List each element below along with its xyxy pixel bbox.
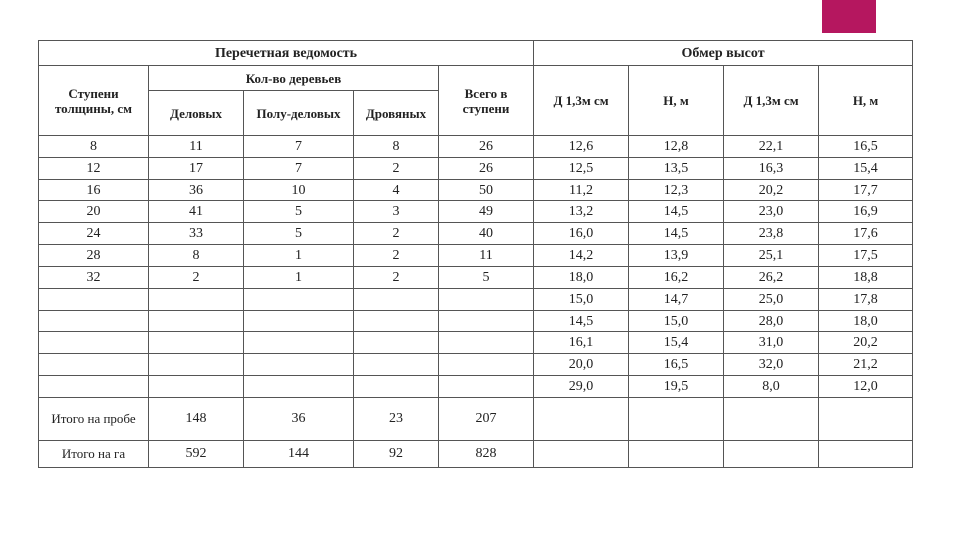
total-ha-cell <box>724 440 819 467</box>
table-cell <box>149 376 244 398</box>
table-cell: 28,0 <box>724 310 819 332</box>
total-ha-cell: 828 <box>439 440 534 467</box>
tally-sheet-title: Перечетная ведомость <box>39 41 534 66</box>
table-cell: 2 <box>354 266 439 288</box>
table-row <box>39 332 913 354</box>
table-cell <box>354 288 439 310</box>
table-cell: 15,0 <box>629 310 724 332</box>
table-cell: 12,6 <box>534 136 629 158</box>
table-cell: 7 <box>244 136 354 158</box>
table-row <box>39 157 913 179</box>
table-cell: 19,5 <box>629 376 724 398</box>
total-ha-cell <box>629 440 724 467</box>
table-row <box>39 310 913 332</box>
table-cell <box>439 332 534 354</box>
table-cell: 5 <box>244 223 354 245</box>
total-in-step-header: Всего в ступени <box>439 66 534 136</box>
table-cell: 16,9 <box>819 201 913 223</box>
total-sample-cell <box>629 398 724 441</box>
table-cell: 24 <box>39 223 149 245</box>
table-cell: 20 <box>39 201 149 223</box>
table-cell: 16,2 <box>629 266 724 288</box>
table-cell: 2 <box>149 266 244 288</box>
total-sample-cell: 23 <box>354 398 439 441</box>
table-cell: 8 <box>39 136 149 158</box>
accent-square <box>822 0 876 33</box>
table-cell: 28 <box>39 245 149 267</box>
table-cell: 25,0 <box>724 288 819 310</box>
total-ha-cell: 144 <box>244 440 354 467</box>
half-business-header: Полу-деловых <box>244 91 354 136</box>
table-cell: 21,2 <box>819 354 913 376</box>
table-cell: 17,5 <box>819 245 913 267</box>
steps-header: Ступени толщины, см <box>39 66 149 136</box>
table-cell: 14,5 <box>534 310 629 332</box>
table-cell <box>244 354 354 376</box>
table-cell: 14,2 <box>534 245 629 267</box>
table-row <box>39 245 913 267</box>
table-cell: 41 <box>149 201 244 223</box>
table-cell: 26 <box>439 136 534 158</box>
table-cell: 18,0 <box>534 266 629 288</box>
table-cell <box>149 354 244 376</box>
table-row <box>39 354 913 376</box>
table-row <box>39 266 913 288</box>
table-cell <box>354 376 439 398</box>
table-cell <box>244 310 354 332</box>
diameter-header-2: Д 1,3м см <box>724 66 819 136</box>
table-cell <box>439 288 534 310</box>
table-cell: 16,5 <box>629 354 724 376</box>
height-measure-title: Обмер высот <box>534 41 913 66</box>
table-row <box>39 201 913 223</box>
table-cell: 5 <box>244 201 354 223</box>
table-cell: 25,1 <box>724 245 819 267</box>
table-cell <box>244 376 354 398</box>
table-cell: 26 <box>439 157 534 179</box>
table-cell: 36 <box>149 179 244 201</box>
table-cell: 8 <box>149 245 244 267</box>
table-cell: 17 <box>149 157 244 179</box>
document-table-container <box>38 40 912 468</box>
total-ha-cell: 92 <box>354 440 439 467</box>
table-cell <box>39 310 149 332</box>
table-row <box>39 223 913 245</box>
table-cell <box>244 332 354 354</box>
total-ha-cell: 592 <box>149 440 244 467</box>
table-cell: 50 <box>439 179 534 201</box>
table-row <box>39 288 913 310</box>
total-sample-cell: 36 <box>244 398 354 441</box>
table-cell: 14,5 <box>629 223 724 245</box>
table-cell: 13,5 <box>629 157 724 179</box>
table-cell: 13,9 <box>629 245 724 267</box>
table-cell <box>354 354 439 376</box>
table-cell: 20,2 <box>819 332 913 354</box>
table-cell: 1 <box>244 266 354 288</box>
table-cell: 12,0 <box>819 376 913 398</box>
table-cell: 16,3 <box>724 157 819 179</box>
table-cell: 40 <box>439 223 534 245</box>
data-rows <box>39 136 913 398</box>
total-sample-label: Итого на пробе <box>39 398 149 441</box>
total-sample-cell: 207 <box>439 398 534 441</box>
table-cell: 2 <box>354 223 439 245</box>
table-cell: 11,2 <box>534 179 629 201</box>
table-cell: 2 <box>354 245 439 267</box>
table-cell: 12,3 <box>629 179 724 201</box>
table-cell: 14,7 <box>629 288 724 310</box>
table-cell: 23,0 <box>724 201 819 223</box>
table-cell: 15,0 <box>534 288 629 310</box>
table-cell <box>39 376 149 398</box>
table-cell: 12 <box>39 157 149 179</box>
table-cell <box>39 332 149 354</box>
table-cell: 2 <box>354 157 439 179</box>
total-sample-cell <box>724 398 819 441</box>
table-cell: 20,2 <box>724 179 819 201</box>
table-cell: 7 <box>244 157 354 179</box>
total-sample-cell <box>534 398 629 441</box>
table-cell: 17,8 <box>819 288 913 310</box>
table-cell: 31,0 <box>724 332 819 354</box>
total-ha-cell <box>819 440 913 467</box>
diameter-header-1: Д 1,3м см <box>534 66 629 136</box>
table-cell: 49 <box>439 201 534 223</box>
table-cell <box>39 288 149 310</box>
table-cell <box>354 332 439 354</box>
table-cell <box>439 376 534 398</box>
table-cell: 29,0 <box>534 376 629 398</box>
business-header: Деловых <box>149 91 244 136</box>
table-cell: 18,8 <box>819 266 913 288</box>
table-cell: 15,4 <box>629 332 724 354</box>
table-cell: 1 <box>244 245 354 267</box>
total-sample-cell: 148 <box>149 398 244 441</box>
height-header-1: Н, м <box>629 66 724 136</box>
table-cell <box>39 354 149 376</box>
table-row <box>39 376 913 398</box>
table-cell <box>439 310 534 332</box>
table-cell: 33 <box>149 223 244 245</box>
table-cell: 16,5 <box>819 136 913 158</box>
table-cell: 3 <box>354 201 439 223</box>
total-sample-row <box>39 398 913 441</box>
table-cell: 32,0 <box>724 354 819 376</box>
table-cell: 12,8 <box>629 136 724 158</box>
trees-count-header: Кол-во деревьев <box>149 66 439 91</box>
table-cell: 14,5 <box>629 201 724 223</box>
table-cell: 11 <box>439 245 534 267</box>
table-cell <box>244 288 354 310</box>
table-cell: 18,0 <box>819 310 913 332</box>
table-row <box>39 179 913 201</box>
table-cell: 11 <box>149 136 244 158</box>
table-row <box>39 136 913 158</box>
total-ha-label: Итого на га <box>39 440 149 467</box>
table-cell: 10 <box>244 179 354 201</box>
table-cell: 17,7 <box>819 179 913 201</box>
total-sample-cell <box>819 398 913 441</box>
table-cell <box>149 288 244 310</box>
table-cell: 20,0 <box>534 354 629 376</box>
table-cell: 12,5 <box>534 157 629 179</box>
table-cell: 4 <box>354 179 439 201</box>
table-cell: 16,1 <box>534 332 629 354</box>
table-cell: 8,0 <box>724 376 819 398</box>
table-cell: 16,0 <box>534 223 629 245</box>
table-cell: 8 <box>354 136 439 158</box>
table-cell: 16 <box>39 179 149 201</box>
table-cell <box>439 354 534 376</box>
table-cell: 32 <box>39 266 149 288</box>
table-cell <box>149 310 244 332</box>
table-cell: 23,8 <box>724 223 819 245</box>
table-cell: 15,4 <box>819 157 913 179</box>
table-cell <box>149 332 244 354</box>
table-cell: 22,1 <box>724 136 819 158</box>
table-cell: 13,2 <box>534 201 629 223</box>
table-cell: 26,2 <box>724 266 819 288</box>
total-ha-row <box>39 440 913 467</box>
total-ha-cell <box>534 440 629 467</box>
firewood-header: Дровяных <box>354 91 439 136</box>
table-cell <box>354 310 439 332</box>
table-cell: 17,6 <box>819 223 913 245</box>
table-cell: 5 <box>439 266 534 288</box>
height-header-2: Н, м <box>819 66 913 136</box>
tally-table <box>38 40 913 468</box>
